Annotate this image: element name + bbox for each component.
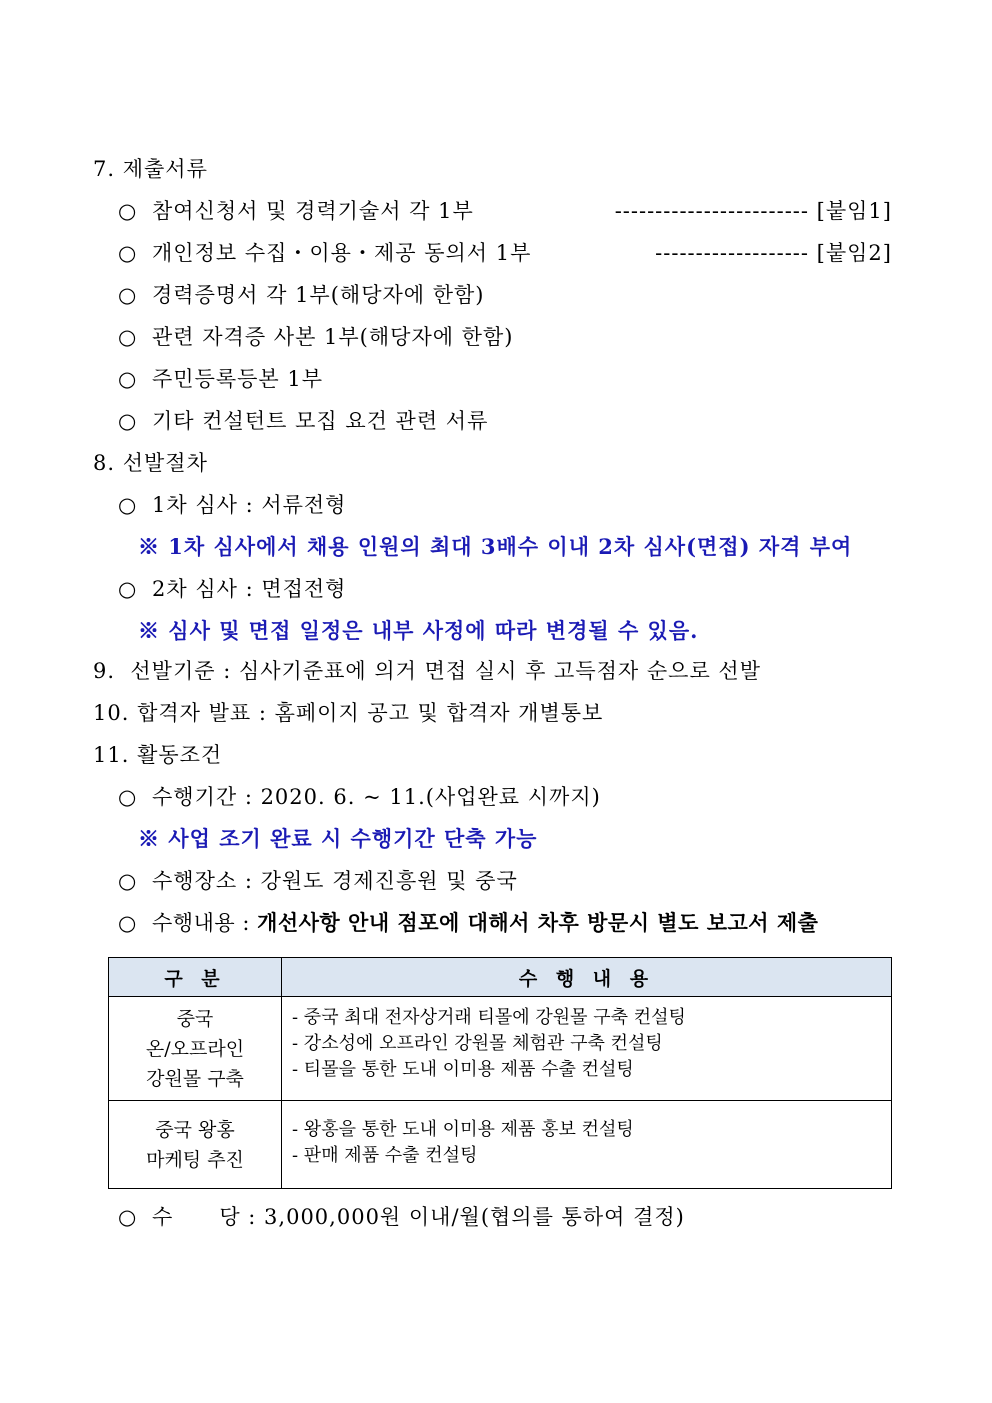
list-item	[118, 238, 892, 268]
item-text: 기타 컨설턴트 모집 요건 관련 서류	[152, 409, 489, 433]
list-item	[118, 322, 513, 352]
section-11-heading: 11. 활동조건	[93, 743, 223, 767]
list-item	[118, 364, 323, 394]
item-text: 개인정보 수집・이용・제공 동의서 1부	[152, 241, 532, 265]
item-text: 2차 심사 : 면접전형	[152, 577, 347, 601]
content-item: - 강소성에 오프라인 강원몰 체험관 구축 컨설팅	[292, 1033, 663, 1054]
item-text: 주민등록등본 1부	[152, 367, 324, 391]
category-cell	[109, 1101, 282, 1189]
note-text: ※ 사업 조기 완료 시 수행기간 단축 가능	[138, 826, 538, 851]
category-line: 중국	[176, 1007, 214, 1030]
list-item	[118, 866, 518, 896]
list-item	[118, 574, 346, 604]
circle-bullet-icon: ○	[118, 199, 138, 223]
item-text: 수행장소 : 강원도 경제진흥원 및 중국	[152, 869, 518, 893]
circle-bullet-icon: ○	[118, 241, 138, 265]
note-text: ※ 심사 및 면접 일정은 내부 사정에 따라 변경될 수 있음.	[138, 618, 699, 643]
circle-bullet-icon: ○	[118, 367, 138, 391]
item-text: 수행기간 : 2020. 6. ~ 11.(사업완료 시까지)	[152, 785, 601, 809]
content-item: - 중국 최대 전자상거래 티몰에 강원몰 구축 컨설팅	[292, 1007, 686, 1028]
list-item	[118, 490, 346, 520]
content-item: - 티몰을 통한 도내 이미용 제품 수출 컨설팅	[292, 1059, 634, 1080]
table-row	[109, 1101, 892, 1189]
content-cell	[282, 1101, 892, 1189]
list-item	[118, 782, 601, 812]
list-item	[118, 406, 488, 436]
category-line: 온/오프라인	[145, 1037, 245, 1060]
note-text: ※ 1차 심사에서 채용 인원의 최대 3배수 이내 2차 심사(면접) 자격 부여	[138, 534, 853, 559]
attachment-ref: [붙임2]	[816, 241, 892, 265]
dash-leader: ------------------------	[614, 199, 809, 223]
list-item	[118, 1202, 685, 1232]
table-header: 구 분	[109, 958, 282, 997]
table-row	[109, 997, 892, 1101]
dash-leader: -------------------	[655, 241, 809, 265]
attachment-ref: [붙임1]	[816, 199, 892, 223]
item-text: : 3,000,000원 이내/월(협의를 통하여 결정)	[240, 1205, 685, 1229]
list-item	[118, 280, 485, 310]
table-header: 수 행 내 용	[282, 958, 892, 997]
content-item: - 왕홍을 통한 도내 이미용 제품 홍보 컨설팅	[292, 1119, 634, 1140]
content-cell	[282, 997, 892, 1101]
table-header-row	[109, 958, 892, 997]
item-text: 관련 자격증 사본 1부(해당자에 한함)	[152, 325, 514, 349]
circle-bullet-icon: ○	[118, 409, 138, 433]
list-item	[118, 196, 892, 226]
circle-bullet-icon: ○	[118, 577, 138, 601]
item-label: 수 당	[152, 1205, 241, 1229]
item-label: 수행내용 :	[152, 911, 258, 935]
content-item: - 판매 제품 수출 컨설팅	[292, 1145, 478, 1166]
circle-bullet-icon: ○	[118, 493, 138, 517]
category-line: 강원몰 구축	[146, 1067, 244, 1090]
section-10-text: 10. 합격자 발표 : 홈페이지 공고 및 합격자 개별통보	[93, 701, 604, 725]
circle-bullet-icon: ○	[118, 911, 137, 935]
activity-table	[108, 957, 892, 1189]
circle-bullet-icon: ○	[118, 1205, 138, 1229]
circle-bullet-icon: ○	[118, 325, 138, 349]
category-cell	[109, 997, 282, 1101]
item-text: 참여신청서 및 경력기술서 각 1부	[152, 199, 474, 223]
item-text: 경력증명서 각 1부(해당자에 한함)	[152, 283, 485, 307]
circle-bullet-icon: ○	[118, 869, 138, 893]
section-8-heading: 8. 선발절차	[93, 451, 208, 475]
category-line: 마케팅 추진	[146, 1148, 244, 1171]
category-line: 중국 왕홍	[155, 1118, 235, 1141]
circle-bullet-icon: ○	[118, 785, 138, 809]
section-7-heading: 7. 제출서류	[93, 157, 208, 181]
item-bold-text: 개선사항 안내 점포에 대해서 차후 방문시 별도 보고서 제출	[257, 910, 819, 935]
item-text: 1차 심사 : 서류전형	[152, 493, 347, 517]
circle-bullet-icon: ○	[118, 283, 138, 307]
section-9-text: 9. 선발기준 : 심사기준표에 의거 면접 실시 후 고득점자 순으로 선발	[93, 659, 761, 683]
list-item	[118, 908, 818, 938]
